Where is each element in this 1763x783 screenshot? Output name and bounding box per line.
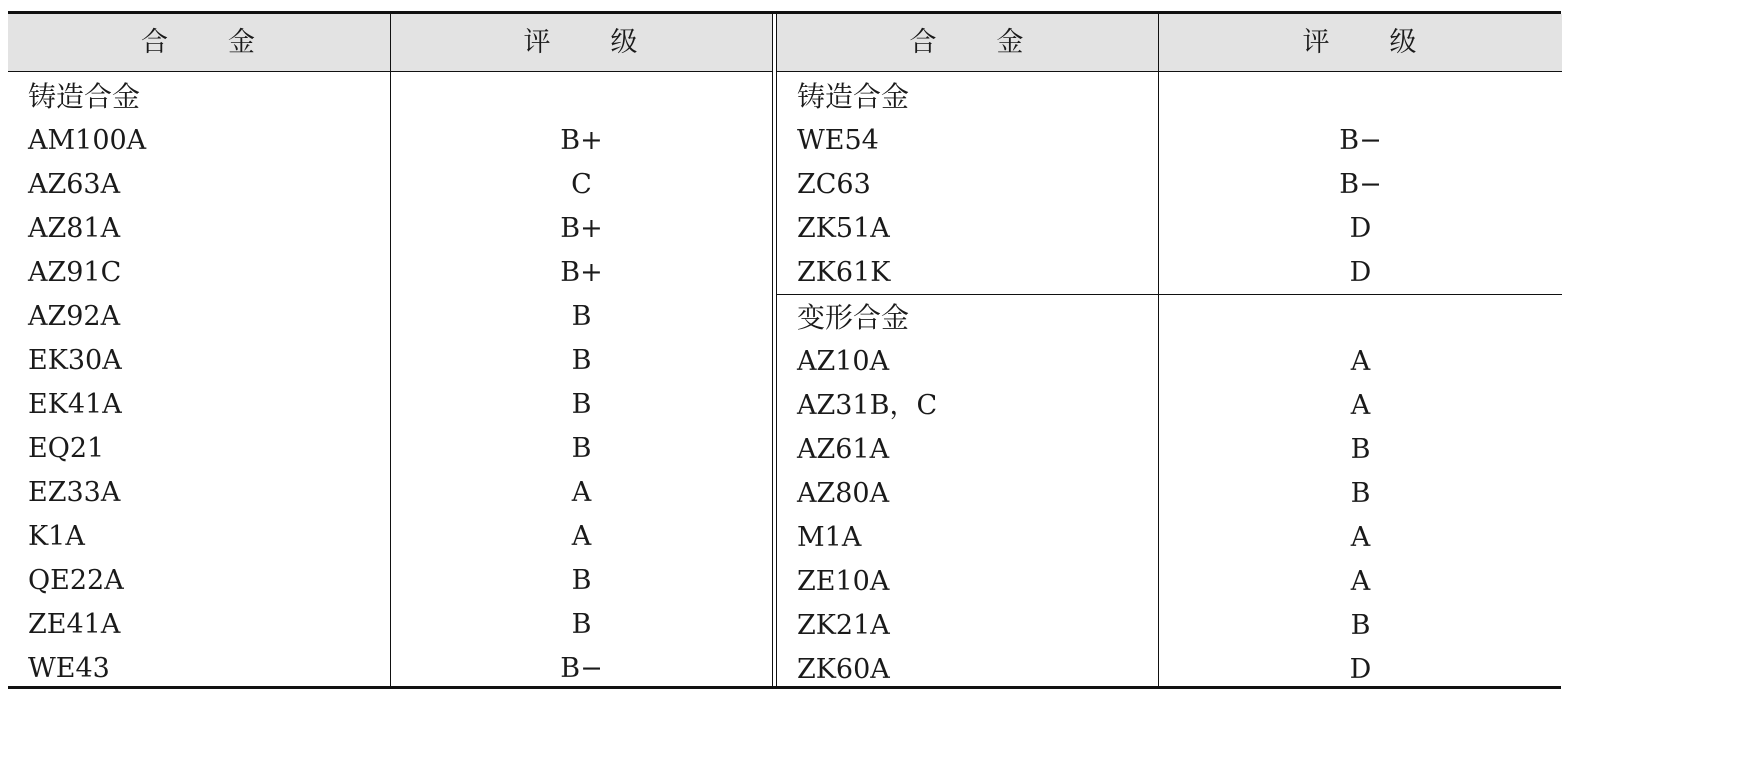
alloy-grade-table <box>8 11 1561 689</box>
alloy-cell: AZ10A <box>797 346 890 377</box>
alloy-cell: ZK60A <box>797 654 890 685</box>
right-header-alloy: 合 金 <box>909 27 1026 58</box>
table-row <box>8 207 772 251</box>
table-row <box>8 427 772 471</box>
alloy-cell: AZ91C <box>28 257 122 288</box>
table-row <box>777 560 1562 604</box>
table-row <box>8 515 772 559</box>
grade-cell: D <box>1349 257 1372 288</box>
alloy-cell: QE22A <box>28 565 124 596</box>
table-row <box>8 471 772 515</box>
grade-cell: B− <box>1339 169 1382 200</box>
grade-cell: A <box>1350 566 1371 597</box>
alloy-cell: ZK51A <box>797 213 890 244</box>
grade-cell: A <box>1350 522 1371 553</box>
table-row <box>8 251 772 295</box>
right-section-wrought-alloys: 变形合金 <box>797 301 910 334</box>
grade-cell: A <box>571 477 592 508</box>
grade-cell: D <box>1349 213 1372 244</box>
table-row <box>777 340 1562 384</box>
alloy-cell: WE43 <box>28 653 110 684</box>
grade-cell: B <box>571 345 592 376</box>
grade-cell: B− <box>560 653 603 684</box>
table-row <box>8 647 772 691</box>
left-section-cast-alloys: 铸造合金 <box>28 80 141 113</box>
alloy-cell: AZ63A <box>28 169 121 200</box>
table-row <box>8 339 772 383</box>
alloy-cell: ZK61K <box>797 257 891 288</box>
table-row <box>8 383 772 427</box>
table-row <box>777 472 1562 516</box>
alloy-cell: AZ61A <box>797 434 890 465</box>
alloy-cell: M1A <box>797 522 862 553</box>
grade-cell: B+ <box>560 213 603 244</box>
grade-cell: B <box>571 389 592 420</box>
grade-cell: B <box>571 609 592 640</box>
grade-cell: B <box>571 565 592 596</box>
grade-cell: B− <box>1339 125 1382 156</box>
grade-cell: A <box>571 521 592 552</box>
alloy-cell: EK41A <box>28 389 122 420</box>
alloy-cell: EK30A <box>28 345 122 376</box>
grade-cell: A <box>1350 390 1371 421</box>
grade-cell: B <box>571 301 592 332</box>
grade-cell: A <box>1350 346 1371 377</box>
alloy-cell: ZC63 <box>797 169 871 200</box>
grade-cell: B <box>1350 610 1371 641</box>
table-row <box>777 648 1562 692</box>
alloy-cell: AZ81A <box>28 213 121 244</box>
alloy-cell: AZ92A <box>28 301 121 332</box>
alloy-cell: ZE10A <box>797 566 890 597</box>
grade-cell: B+ <box>560 125 603 156</box>
left-table-half <box>8 14 773 686</box>
table-row <box>8 119 772 163</box>
table-row <box>8 295 772 339</box>
table-row <box>777 516 1562 560</box>
right-section-cast-alloys: 铸造合金 <box>797 80 910 113</box>
alloy-cell: EZ33A <box>28 477 121 508</box>
alloy-cell: ZK21A <box>797 610 890 641</box>
table-row <box>777 119 1562 163</box>
left-header-alloy: 合 金 <box>141 27 257 58</box>
grade-cell: B <box>571 433 592 464</box>
grade-cell: C <box>571 169 592 200</box>
table-row <box>777 428 1562 472</box>
left-header-grade: 评 级 <box>523 27 640 58</box>
table-row <box>777 207 1562 251</box>
grade-cell: B+ <box>560 257 603 288</box>
alloy-cell: AM100A <box>28 125 147 156</box>
table-row <box>777 163 1562 207</box>
table-row <box>8 559 772 603</box>
right-header-row <box>777 14 1562 72</box>
alloy-cell: AZ31B，C <box>797 390 938 421</box>
table-row <box>777 604 1562 648</box>
alloy-cell: AZ80A <box>797 478 890 509</box>
grade-cell: B <box>1350 434 1371 465</box>
alloy-cell: K1A <box>28 521 85 552</box>
grade-cell: D <box>1349 654 1372 685</box>
alloy-cell: ZE41A <box>28 609 121 640</box>
table-row <box>8 603 772 647</box>
alloy-cell: EQ21 <box>28 433 105 464</box>
alloy-cell: WE54 <box>797 125 879 156</box>
table-row <box>777 384 1562 428</box>
grade-cell: B <box>1350 478 1371 509</box>
table-row <box>8 163 772 207</box>
right-table-half <box>776 14 1562 686</box>
table-row <box>777 251 1562 295</box>
right-header-grade: 评 级 <box>1302 27 1419 58</box>
